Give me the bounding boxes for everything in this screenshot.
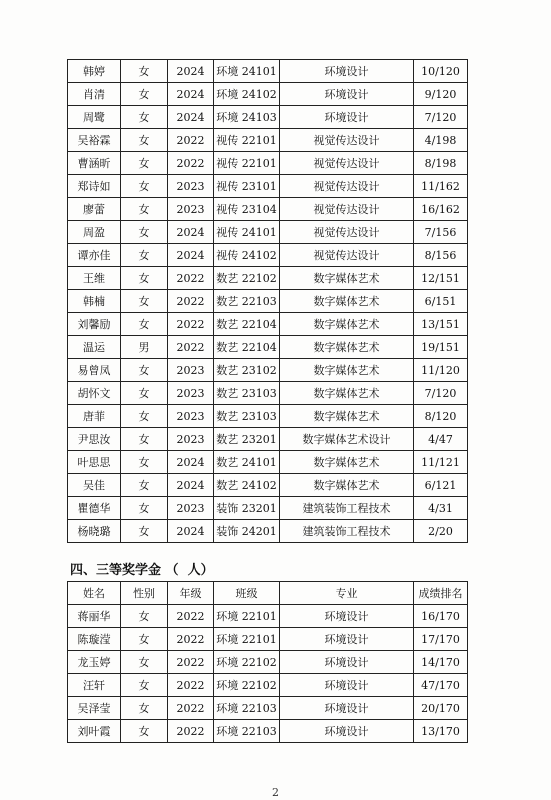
cell-name: 肖清 — [68, 83, 121, 106]
cell-class: 装饰 24201 — [214, 520, 280, 543]
cell-year: 2024 — [168, 244, 214, 267]
cell-class: 视传 22101 — [214, 129, 280, 152]
section-heading: 四、三等奖学金 （ 人） — [70, 563, 214, 578]
table-row — [68, 221, 468, 244]
cell-class: 数艺 22103 — [214, 290, 280, 313]
cell-major: 环境设计 — [280, 60, 414, 83]
cell-gender: 女 — [121, 674, 168, 697]
cell-major: 建筑装饰工程技术 — [280, 497, 414, 520]
cell-rank: 12/151 — [414, 267, 468, 290]
cell-rank: 14/170 — [414, 651, 468, 674]
table-row — [68, 313, 468, 336]
cell-year: 2022 — [168, 290, 214, 313]
table-row — [68, 359, 468, 382]
cell-year: 2023 — [168, 428, 214, 451]
cell-gender: 女 — [121, 497, 168, 520]
cell-major: 视觉传达设计 — [280, 221, 414, 244]
cell-rank: 13/170 — [414, 720, 468, 743]
cell-major: 环境设计 — [280, 605, 414, 628]
cell-name: 曹涵昕 — [68, 152, 121, 175]
cell-gender: 女 — [121, 520, 168, 543]
cell-gender: 女 — [121, 359, 168, 382]
cell-name: 刘叶霞 — [68, 720, 121, 743]
cell-year: 2023 — [168, 405, 214, 428]
cell-name: 瞿德华 — [68, 497, 121, 520]
cell-major: 环境设计 — [280, 106, 414, 129]
cell-major: 视觉传达设计 — [280, 244, 414, 267]
cell-major: 视觉传达设计 — [280, 152, 414, 175]
cell-year: 2024 — [168, 106, 214, 129]
table-row — [68, 497, 468, 520]
cell-class: 数艺 24102 — [214, 474, 280, 497]
table-row — [68, 290, 468, 313]
cell-year: 2024 — [168, 83, 214, 106]
cell-class: 数艺 22102 — [214, 267, 280, 290]
cell-rank: 7/156 — [414, 221, 468, 244]
cell-gender: 女 — [121, 152, 168, 175]
cell-gender: 女 — [121, 106, 168, 129]
table-row — [68, 382, 468, 405]
cell-major: 环境设计 — [280, 83, 414, 106]
cell-year: 2022 — [168, 129, 214, 152]
header-rank: 成绩排名 — [414, 582, 468, 605]
table-row — [68, 152, 468, 175]
cell-name: 龙玉婷 — [68, 651, 121, 674]
cell-class: 数艺 24101 — [214, 451, 280, 474]
header-year: 年级 — [168, 582, 214, 605]
cell-rank: 6/151 — [414, 290, 468, 313]
cell-major: 数字媒体艺术 — [280, 405, 414, 428]
cell-rank: 9/120 — [414, 83, 468, 106]
cell-year: 2023 — [168, 175, 214, 198]
header-gender: 性别 — [121, 582, 168, 605]
cell-class: 数艺 23103 — [214, 382, 280, 405]
cell-year: 2023 — [168, 359, 214, 382]
cell-gender: 女 — [121, 175, 168, 198]
cell-rank: 7/120 — [414, 106, 468, 129]
cell-gender: 女 — [121, 382, 168, 405]
cell-year: 2024 — [168, 520, 214, 543]
cell-class: 数艺 22104 — [214, 313, 280, 336]
cell-class: 环境 22102 — [214, 674, 280, 697]
header-class: 班级 — [214, 582, 280, 605]
cell-gender: 女 — [121, 720, 168, 743]
cell-name: 陈璇滢 — [68, 628, 121, 651]
cell-name: 谭亦佳 — [68, 244, 121, 267]
cell-name: 汪轩 — [68, 674, 121, 697]
scholarship-table-continued — [67, 59, 468, 543]
cell-major: 视觉传达设计 — [280, 175, 414, 198]
cell-gender: 女 — [121, 83, 168, 106]
cell-year: 2024 — [168, 474, 214, 497]
cell-gender: 女 — [121, 651, 168, 674]
cell-class: 数艺 23103 — [214, 405, 280, 428]
cell-gender: 女 — [121, 428, 168, 451]
cell-name: 叶思思 — [68, 451, 121, 474]
cell-class: 环境 22103 — [214, 720, 280, 743]
cell-major: 视觉传达设计 — [280, 198, 414, 221]
cell-name: 吴佳 — [68, 474, 121, 497]
cell-gender: 女 — [121, 605, 168, 628]
table-row — [68, 697, 468, 720]
cell-class: 环境 24102 — [214, 83, 280, 106]
cell-year: 2023 — [168, 497, 214, 520]
cell-year: 2022 — [168, 267, 214, 290]
cell-major: 数字媒体艺术 — [280, 336, 414, 359]
cell-major: 数字媒体艺术 — [280, 382, 414, 405]
cell-name: 周鹭 — [68, 106, 121, 129]
cell-major: 数字媒体艺术 — [280, 267, 414, 290]
cell-gender: 女 — [121, 198, 168, 221]
cell-year: 2022 — [168, 313, 214, 336]
cell-class: 环境 24101 — [214, 60, 280, 83]
table-row — [68, 674, 468, 697]
cell-name: 吴裕霖 — [68, 129, 121, 152]
table-row — [68, 451, 468, 474]
table-row — [68, 83, 468, 106]
cell-class: 视传 23101 — [214, 175, 280, 198]
cell-gender: 女 — [121, 451, 168, 474]
cell-name: 王维 — [68, 267, 121, 290]
cell-rank: 2/20 — [414, 520, 468, 543]
cell-rank: 20/170 — [414, 697, 468, 720]
cell-rank: 7/120 — [414, 382, 468, 405]
cell-rank: 10/120 — [414, 60, 468, 83]
table-row — [68, 267, 468, 290]
table-row — [68, 651, 468, 674]
cell-name: 廖蕾 — [68, 198, 121, 221]
cell-class: 视传 24102 — [214, 244, 280, 267]
cell-year: 2024 — [168, 451, 214, 474]
cell-rank: 8/198 — [414, 152, 468, 175]
table-row — [68, 60, 468, 83]
header-major: 专业 — [280, 582, 414, 605]
cell-year: 2022 — [168, 336, 214, 359]
cell-class: 视传 22101 — [214, 152, 280, 175]
cell-rank: 8/156 — [414, 244, 468, 267]
third-class-scholarship-table — [67, 581, 468, 743]
cell-gender: 女 — [121, 267, 168, 290]
cell-rank: 17/170 — [414, 628, 468, 651]
table-row — [68, 474, 468, 497]
cell-class: 环境 22101 — [214, 628, 280, 651]
cell-major: 数字媒体艺术 — [280, 451, 414, 474]
cell-year: 2022 — [168, 651, 214, 674]
cell-gender: 女 — [121, 221, 168, 244]
table-row — [68, 175, 468, 198]
cell-rank: 47/170 — [414, 674, 468, 697]
cell-gender: 女 — [121, 405, 168, 428]
cell-name: 蒋丽华 — [68, 605, 121, 628]
cell-gender: 女 — [121, 697, 168, 720]
cell-gender: 女 — [121, 474, 168, 497]
cell-gender: 女 — [121, 628, 168, 651]
cell-class: 环境 22103 — [214, 697, 280, 720]
table-row — [68, 405, 468, 428]
cell-name: 郑诗如 — [68, 175, 121, 198]
cell-year: 2022 — [168, 152, 214, 175]
cell-class: 数艺 23102 — [214, 359, 280, 382]
cell-name: 刘馨励 — [68, 313, 121, 336]
cell-name: 吴泽莹 — [68, 697, 121, 720]
cell-year: 2022 — [168, 697, 214, 720]
cell-rank: 11/121 — [414, 451, 468, 474]
cell-major: 环境设计 — [280, 720, 414, 743]
table-row — [68, 129, 468, 152]
table-header-row — [68, 582, 468, 605]
cell-class: 环境 24103 — [214, 106, 280, 129]
table-row — [68, 198, 468, 221]
cell-rank: 16/170 — [414, 605, 468, 628]
cell-gender: 女 — [121, 60, 168, 83]
table-row — [68, 106, 468, 129]
cell-major: 数字媒体艺术 — [280, 359, 414, 382]
table-row — [68, 520, 468, 543]
cell-rank: 8/120 — [414, 405, 468, 428]
cell-year: 2023 — [168, 382, 214, 405]
cell-name: 唐菲 — [68, 405, 121, 428]
table-row — [68, 628, 468, 651]
cell-rank: 6/121 — [414, 474, 468, 497]
cell-major: 数字媒体艺术 — [280, 290, 414, 313]
cell-major: 建筑装饰工程技术 — [280, 520, 414, 543]
table-row — [68, 605, 468, 628]
cell-gender: 女 — [121, 129, 168, 152]
cell-year: 2022 — [168, 720, 214, 743]
cell-class: 视传 24101 — [214, 221, 280, 244]
cell-gender: 男 — [121, 336, 168, 359]
cell-rank: 19/151 — [414, 336, 468, 359]
table-body — [68, 60, 468, 543]
cell-name: 韩婷 — [68, 60, 121, 83]
cell-name: 温运 — [68, 336, 121, 359]
cell-name: 胡怀文 — [68, 382, 121, 405]
cell-year: 2022 — [168, 674, 214, 697]
cell-major: 环境设计 — [280, 651, 414, 674]
header-name: 姓名 — [68, 582, 121, 605]
cell-rank: 13/151 — [414, 313, 468, 336]
page-number: 2 — [272, 786, 279, 799]
cell-major: 数字媒体艺术 — [280, 474, 414, 497]
cell-name: 杨晓璐 — [68, 520, 121, 543]
table-row — [68, 336, 468, 359]
cell-major: 数字媒体艺术设计 — [280, 428, 414, 451]
cell-name: 周盈 — [68, 221, 121, 244]
cell-rank: 4/47 — [414, 428, 468, 451]
cell-rank: 16/162 — [414, 198, 468, 221]
cell-major: 视觉传达设计 — [280, 129, 414, 152]
cell-class: 环境 22102 — [214, 651, 280, 674]
cell-class: 环境 22101 — [214, 605, 280, 628]
cell-major: 环境设计 — [280, 628, 414, 651]
cell-rank: 11/162 — [414, 175, 468, 198]
cell-class: 数艺 23201 — [214, 428, 280, 451]
cell-rank: 4/198 — [414, 129, 468, 152]
cell-year: 2022 — [168, 605, 214, 628]
table-row — [68, 720, 468, 743]
cell-class: 装饰 23201 — [214, 497, 280, 520]
cell-year: 2024 — [168, 60, 214, 83]
table-body — [68, 605, 468, 743]
cell-major: 环境设计 — [280, 697, 414, 720]
cell-rank: 11/120 — [414, 359, 468, 382]
cell-year: 2023 — [168, 198, 214, 221]
cell-major: 数字媒体艺术 — [280, 313, 414, 336]
table-row — [68, 244, 468, 267]
cell-major: 环境设计 — [280, 674, 414, 697]
cell-class: 数艺 22104 — [214, 336, 280, 359]
cell-name: 易曾凤 — [68, 359, 121, 382]
cell-rank: 4/31 — [414, 497, 468, 520]
cell-class: 视传 23104 — [214, 198, 280, 221]
cell-year: 2024 — [168, 221, 214, 244]
cell-name: 韩楠 — [68, 290, 121, 313]
cell-year: 2022 — [168, 628, 214, 651]
table-row — [68, 428, 468, 451]
cell-name: 尹思汝 — [68, 428, 121, 451]
cell-gender: 女 — [121, 290, 168, 313]
cell-gender: 女 — [121, 313, 168, 336]
cell-gender: 女 — [121, 244, 168, 267]
